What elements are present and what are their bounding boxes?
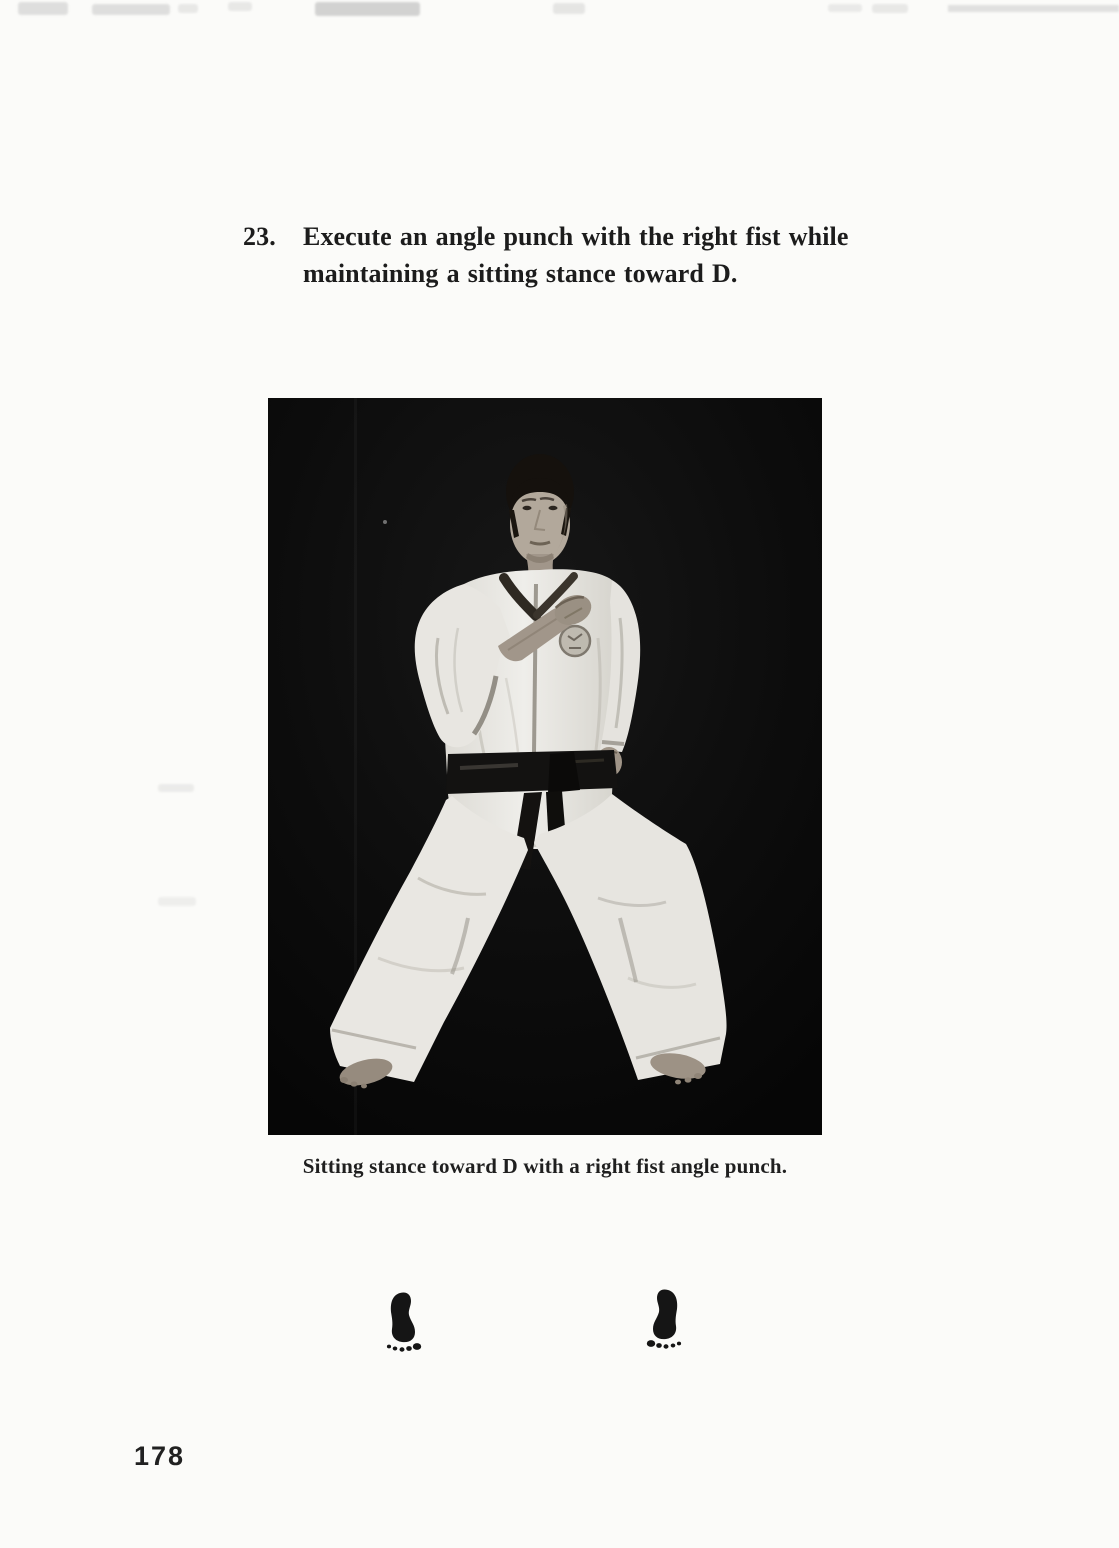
scan-artifact [228,2,252,11]
photo-caption: Sitting stance toward D with a right fist angle punch. [302,1154,788,1178]
scan-artifact [18,2,68,15]
technique-photo [268,398,822,1135]
head [506,454,574,564]
eye [523,506,532,510]
scan-artifact [872,4,908,13]
jacket-emblem [560,626,590,656]
instruction-number: 23. [243,222,276,251]
scan-artifact [158,784,194,792]
technique-photo-art [268,398,822,1135]
cuff-shadow [602,742,624,744]
scan-artifact [315,2,420,16]
dust-speck [383,520,387,524]
instruction-line-1: Execute an angle punch with the right fist while [303,222,849,251]
belt-band [446,750,618,794]
scan-artifact [92,4,170,15]
scan-artifact [158,897,196,906]
scan-artifact [178,4,198,13]
page-number: 178 [134,1441,186,1471]
instruction-text [303,218,848,292]
scan-artifact [828,4,862,12]
right-footprint-icon [644,1288,684,1350]
instruction-step-23 [243,218,848,292]
eye [549,506,558,510]
left-footprint-icon [384,1291,424,1353]
instruction-line-2: maintaining a sitting stance toward D. [303,259,738,288]
scan-artifact [948,5,1119,12]
scan-artifact [553,3,585,14]
